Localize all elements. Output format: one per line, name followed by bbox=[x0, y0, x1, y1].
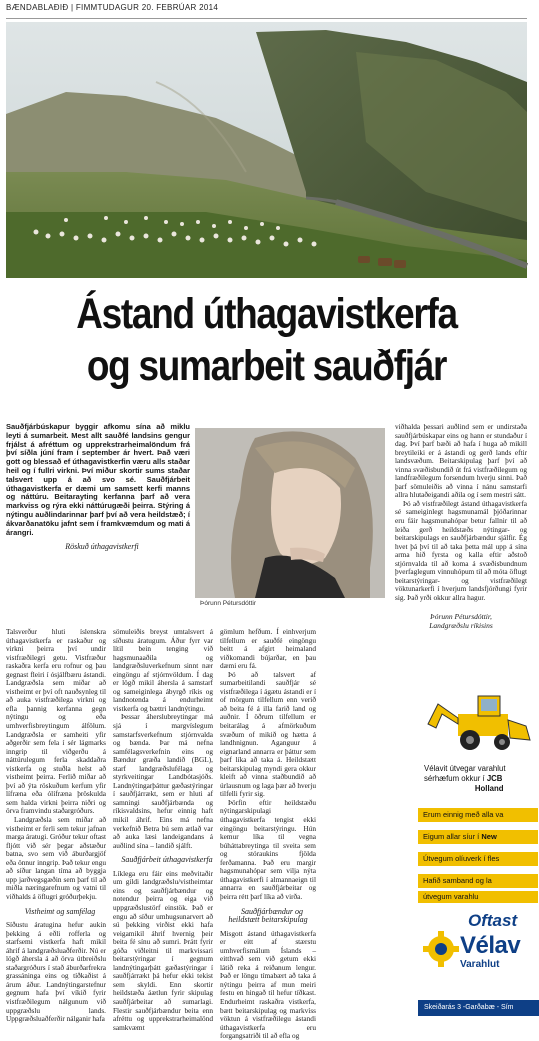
ad-line-1: Vélavit útvegar varahlut bbox=[424, 764, 506, 773]
paragraph: Þörfin eftir heildstæðu nýtingarskipulagi úthagavistkerfa tengist ekki eingöngu beitarstýringu. Hún kemur líka til vegna búháttabreytinga til sveita sem og stóraukins fjölda ferðamanna. Það eru margir hagsmunahópar sem vilja nýta úthagavistkerfi í almannaeign til annarra en sauðfjárbeitar og þeirra rétt þarf líka að virða. bbox=[220, 797, 316, 901]
paragraph: Líklega eru fáir eins meðvitaðir um gildi landgræðslu/vistheimtar eins og sauðfjárbændur og notendur þeirra og eiga við uppgræðslustörf einstök. Það er engu að síður umhugsunarvert að sú þekking virðist ekki hafa veigamikil áhrif hvernig þeir beita fé sínu að sumri. Þrátt fyrir góða viðleitni til markvissari beitarstýringar í gegnum landnýtingarþátt gæðastýringar í sauðfjárrækt þá hefur ekki tekist sem skyldi. Enn skortir heildstæða áætlun fyrir skipulag sauðfjárbeitar að sumarlagi. Flestir sauðfjárbændur beita enn afréttu og upprekstrarheimalönd samkvæmt bbox=[113, 868, 213, 1032]
backhoe-loader-icon bbox=[418, 684, 533, 758]
header-rule bbox=[6, 18, 527, 19]
column-1 bbox=[6, 627, 106, 1024]
paragraph: Síðustu áratugina hefur aukin þekking á eðli rofferla og starfsemi vistkerfa haft mikil áhrif á landgræðsluaðferðir. Nú er lögð áhersla á að örva útbreiðslu staðargróðurs í stað áburðarfrekra grassáninga eins og tíðkaðist á árum áður. Landnýtingarstefnur gegnum hafa því víkið fyrir vistfræðilegum nálgunum við uppgræðslu lands. Uppgræðsluaðferðir nálganir hafa bbox=[6, 920, 106, 1024]
paragraph: Þó að vistfræðilegt ástand úthagavistkerfa sé sameiginlegt hagsmunamál þjóðarinnar eru fáir hagsmunahópar betur fallnir til að leiða gerð heildstæðs nýtingar- og beitarskipulags en sauðfjárbændur sjálfir. Ég hvet þá því til að taka þetta mál upp á sína arma hið fyrsta og kalla eftir aðstoð stjórnvalda til að koma á svæðisbundnum þverfaglegum vinnuhópum til að móta öflugt beitarstýringar- og vistfræðilegt vöktunarkerfi í hverjum landsfjórðungi fyrir sig. Það yrði okkur allra hagur. bbox=[395, 498, 527, 602]
issue-date: FIMMTUDAGUR 20. FEBRÚAR 2014 bbox=[75, 3, 219, 12]
portrait-illustration bbox=[195, 428, 385, 598]
paragraph: gömlum hefðum. Í einhverjum tilfellum er sauðfé eingöngu beitt á afgirt heimaland viðkomandi bújarðar, en þau dæmi eru fá. bbox=[220, 627, 316, 671]
author-signature bbox=[395, 612, 527, 630]
lead-column bbox=[6, 423, 190, 623]
ad-line-2-text: sérhæfum okkur í bbox=[424, 774, 487, 783]
paragraph: Misgott ástand úthagavistkerfa er eitt af stærstu umhverfismálum Íslands – eitthvað sem við getum ekki látið reka á reiðanum lengur. Það er löngu tímabært að taka á nýtingu þeirra af mun meiri festu en hingað til hefur tíðkast. Endurheimt raskaðra vistkerfa, bætt beitarskipulag og markvíss vöktun á vistfræðilegu ástandi úthagavistkerfa eru forgangsatriði til að efla og bbox=[220, 928, 316, 1041]
ad-brand-sub: Varahlut bbox=[460, 959, 500, 970]
landscape-photo bbox=[6, 22, 527, 278]
author-portrait bbox=[195, 428, 385, 598]
ad-intro bbox=[418, 764, 505, 794]
headline-line-1: Ástand úthagavistkerfa bbox=[76, 290, 457, 338]
ad-band-2-brand: New bbox=[481, 832, 497, 841]
column-4 bbox=[395, 423, 527, 681]
ad-band-1: Erum einnig með alla va bbox=[418, 808, 538, 822]
ad-oftast: Oftast bbox=[468, 911, 518, 930]
ad-line-3: Holland bbox=[474, 784, 504, 793]
velavit-advertisement bbox=[418, 684, 533, 1024]
page-header bbox=[6, 3, 527, 17]
paragraph: sömuleiðis breyst umtalsvert á síðustu áratugum. Áður fyrr var lítil bein tenging við hagsmunaaðila og landgræðsluverkefnum sinnt nær eingöngu af stjórnvöldum. Í dag er lögð mikil áhersla á samstarf og sameiginlega ábyrgð ríkis og landnotenda á endurheimt vistkerfa og bættri landnýtingu. bbox=[113, 627, 213, 713]
publication-name: BÆNDABLAÐIÐ bbox=[6, 3, 69, 12]
ad-band-2-text: Eigum allar síur í bbox=[423, 832, 482, 841]
ad-band-2 bbox=[418, 830, 538, 844]
ad-address: Skeiðarás 3 -Garðabæ - Sím bbox=[418, 1000, 539, 1016]
column-3 bbox=[220, 627, 316, 1041]
portrait-caption: Þórunn Pétursdóttir bbox=[200, 600, 257, 607]
column-2 bbox=[113, 627, 213, 1032]
ad-line-2 bbox=[424, 774, 505, 784]
paragraph: Þó að talsvert af sumarbeitilandi sauðfjár sé vistfræðilega í ágætu ástandi er í of mörgum tilfellum enn verið að beita fé á illa farið land og auðnir. Í öðrum tilfellum er beitarálag á afmörkuðum svæðum of mikið og hætta á landhnignun. Aganguur á eignarland annarra er þáttur sem þarf líka að taka á. Heildstætt beitarskipulag myndi gera okkur kleift að vinna staðbundið að úrlausnum og laga þær að hverju tilfelli fyrir sig. bbox=[220, 669, 316, 799]
ad-band-4: Hafið samband og la bbox=[418, 874, 538, 888]
paragraph: Þessar áherslubreytingar má sjá í margvíslegum samstarfsverkefnum stjórnvalda og bænda. Þar má nefna samfélagsverkefnin eins og Bændur græða landið (BGL), starf landgræðslufélaga og styrkveitingar Landbótasjóðs. Landnýtingarþáttur gæðastýringar í sauðfjárrækt, sem er hluti af samningi sauðfjárbænda og ríkisvaldsins, hefur einnig haft mikil áhrif. Eins má nefna verkefnið Betra bú sem ætlað var að auka læsi landeigandans á auðlind sína – landið sjálft. bbox=[113, 712, 213, 850]
paragraph: Talsverður hluti íslenskra úthagavistkerfa er raskaður og virkni þeirra því undir vistfræðilegri getu. Vistfræður raskaðra kerfa eru rofnur og þau gegnast fleiri í ósjálfbæru ástandi. Landgræðsla sem miðar að vistheimt er því oft nauðsynleg til að auka vistfræðilega virkni og efla þannig kerfanna gegn nýtingu og eða umhverfisbreytingum álfölum. Landgræðsla er samheiti yfir aðgerðir sem fela í sér lágmarks inngrip til viðgerðu á náttúrulegum ferla skaddaðra vistkerfa og stuðla helst að vistheimt þeirra. Ferlið miðar að því að ýta röskuðum kerfum yfir lífræna eða ólífræna þröskulda sem halda virkni þeirra niðri og örva framvindu staðargróðurs. bbox=[6, 627, 106, 816]
header-separator: | bbox=[70, 3, 76, 12]
headline-line-2: og sumarbeit sauðfjár bbox=[86, 342, 447, 390]
subheading-saudfjarbeit: Sauðfjárbeit úthagavistkerfa bbox=[121, 855, 213, 865]
subheading-beitarskipulag: Sauðfjárbændur og heildstætt beitarskipulag bbox=[228, 906, 308, 925]
ad-band-5: útvegum varahlu bbox=[418, 891, 538, 903]
landscape-illustration bbox=[6, 22, 527, 278]
ad-band-3: Útvegum olíuverk í fles bbox=[418, 852, 538, 866]
ad-brand-name: Vélav bbox=[460, 932, 521, 959]
lead-paragraph: Sauðfjárbúskapur byggir afkomu sína að miklu leyti á sumarbeit. Mest allt sauðfé landsins gengur frjálst á afréttum og upprekstrarheimalöndum frá því síðla júní fram í september ár hvert. Það væri gott og blessað ef úthagavistkerfin væru alls staðar heil og í fullri virkni. Því miður skortir sums staðar talsvert upp á að svo sé. Sauðfjárbeit úthagavistkerfa er dæmi um samsett kerfi manns og náttúru. Beitarayting kerfanna þarf að vera markviss og rýra ekki náttúrugæði þeirra. Stýring á nýtingu auðlindarinnar þarf því að vera heildstæð; í ákvarðanatöku jafnt sem í framkvæmdum og mati á árangri. bbox=[6, 422, 190, 537]
ad-brand-jcb: JCB bbox=[486, 774, 503, 783]
article-headline bbox=[37, 288, 495, 392]
subheading-vistheimt: Vistheimt og samfélag bbox=[24, 906, 96, 916]
signature-name: Þórunn Pétursdóttir, bbox=[430, 612, 492, 622]
subheading-raskud: Röskuð úthagavistkerfi bbox=[65, 542, 139, 552]
paragraph: viðhalda þessari auðlind sem er undirstaða sauðfjárbúskapar eins og hann er stundaður í dag. Því þarf bæði að hafa í huga að mikill breytileiki er á ástandi og gerð lands eftir landsvæðum. Beitarskipulag þarf því að vinna svæðisbundið út frá vistfræðilegum og landfræðilegum forsendum hverju sinni. Það þarf sömuleiðis að vinna í nánu samstarfi allra hlutaðeigandi aðila og í sem mestri sátt. bbox=[395, 422, 527, 500]
paragraph: Landgræðsla sem miðar að vistheimt er ferli sem tekur jafnan marga áratugi. Gróður tekur oftast fljótt við sér þegar aðstæður batna, svo sem við áburðargjöf eða önnur inngrip. Það tekur engu að síður langan tíma að byggja upp jarðvegsgæðin sem þarf til að miðla næringarefnum og vatni til viðhalds á öflugri gróðurþekju. bbox=[6, 815, 106, 901]
gear-icon bbox=[422, 930, 460, 968]
signature-org: Landgræðslu ríkisins bbox=[429, 621, 493, 631]
